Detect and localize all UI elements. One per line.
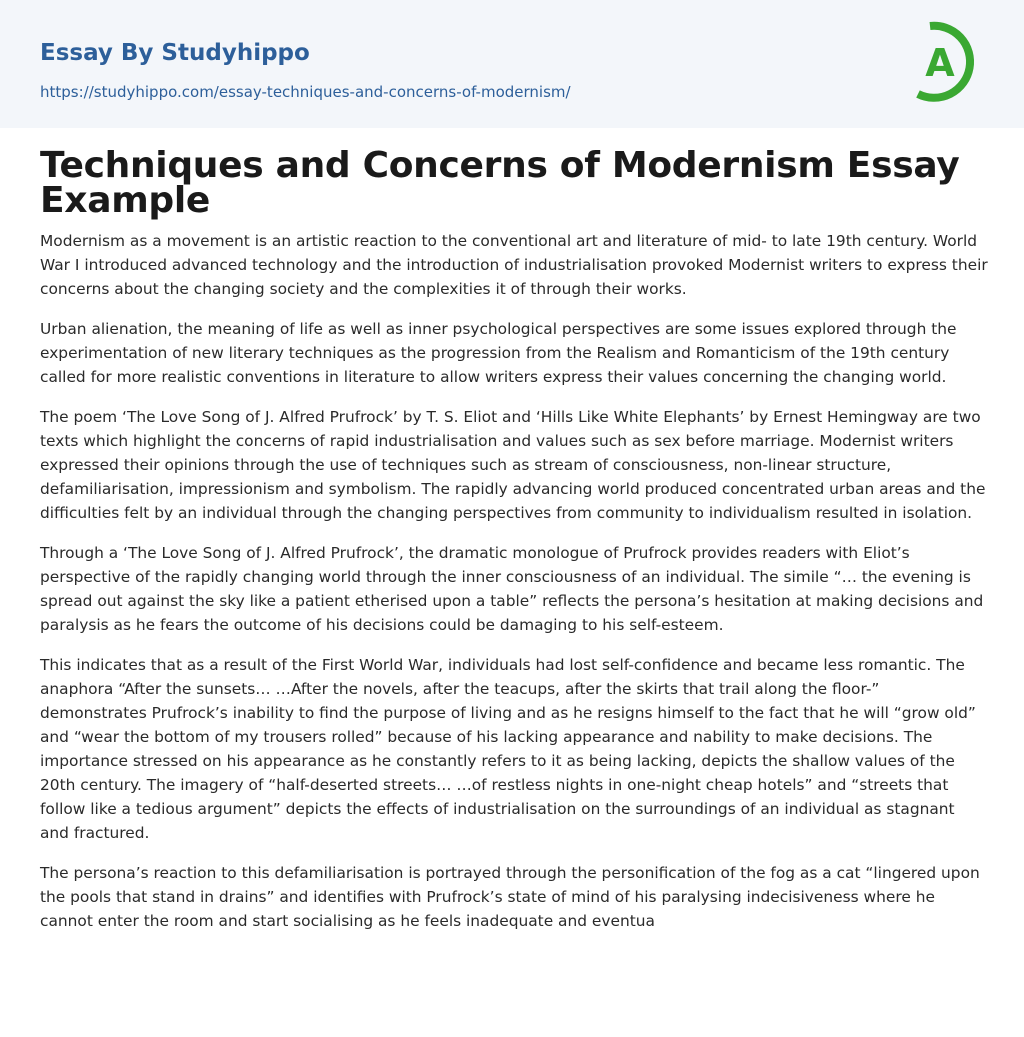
paragraph: The poem ‘The Love Song of J. Alfred Prufrock’ by T. S. Eliot and ‘Hills Like White Elephants’ by Ernest Hemingway are two texts which highlight the concerns of rapid industrialisation and values such as sex before marriage. Modernist writers expressed their opinions through the use of techniques such as stream of consciousness, non-linear structure, defamiliarisation, impressionism and symbolism. The rapidly advancing world produced concentrated urban areas and the difficulties felt by an individual through the changing perspectives from community to individualism resulted in isolation. [40, 408, 986, 522]
site-header [0, 0, 1024, 128]
studyhippo-logo-icon[interactable] [912, 20, 986, 104]
essay-title: Techniques and Concerns of Modernism Essay Example [40, 145, 960, 221]
paragraph: Urban alienation, the meaning of life as well as inner psychological perspectives are some issues explored through the experimentation of new literary techniques as the progression from the Realism and Romanticism of the 19th century called for more realistic conventions in literature to allow writers express their values concerning the changing world. [40, 320, 957, 386]
paragraph: The persona’s reaction to this defamiliarisation is portrayed through the personification of the fog as a cat “lingered upon the pools that stand in drains” and identifies with Prufrock’s state of mind of his paralysing indecisiveness where he cannot enter the room and start socialising as he feels inadequate and eventua [40, 864, 980, 930]
paragraph: This indicates that as a result of the First World War, individuals had lost self-confidence and became less romantic. The anaphora “After the sunsets… …After the novels, after the teacups, after the skirts that trail along the floor-” demonstrates Prufrock’s inability to find the purpose of living and as he resigns himself to the fact that he will “grow old” and “wear the bottom of my trousers rolled” because of his lacking appearance and nability to make decisions. The importance stressed on his appearance as he constantly refers to it as being lacking, depicts the shallow values of the 20th century. The imagery of “half-deserted streets… …of restless nights in one-night cheap hotels” and “streets that follow like a tedious argument” depicts the effects of industrialisation on the surroundings of an individual as stagnant and fractured. [40, 656, 976, 842]
essay-body [40, 229, 988, 949]
logo-letter: A [925, 41, 955, 85]
essay-url-link[interactable]: https://studyhippo.com/essay-techniques-and-concerns-of-modernism/ [40, 83, 571, 101]
site-title[interactable]: Essay By Studyhippo [40, 40, 310, 66]
paragraph: Modernism as a movement is an artistic reaction to the conventional art and literature of mid- to late 19th century. World War I introduced advanced technology and the introduction of industrialisation provoked Modernist writers to express their concerns about the changing society and the complexities it of through their works. [40, 232, 988, 298]
paragraph: Through a ‘The Love Song of J. Alfred Prufrock’, the dramatic monologue of Prufrock provides readers with Eliot’s perspective of the rapidly changing world through the inner consciousness of an individual. The simile “… the evening is spread out against the sky like a patient etherised upon a table” reflects the persona’s hesitation at making decisions and paralysis as he fears the outcome of his decisions could be damaging to his self-esteem. [40, 544, 984, 634]
